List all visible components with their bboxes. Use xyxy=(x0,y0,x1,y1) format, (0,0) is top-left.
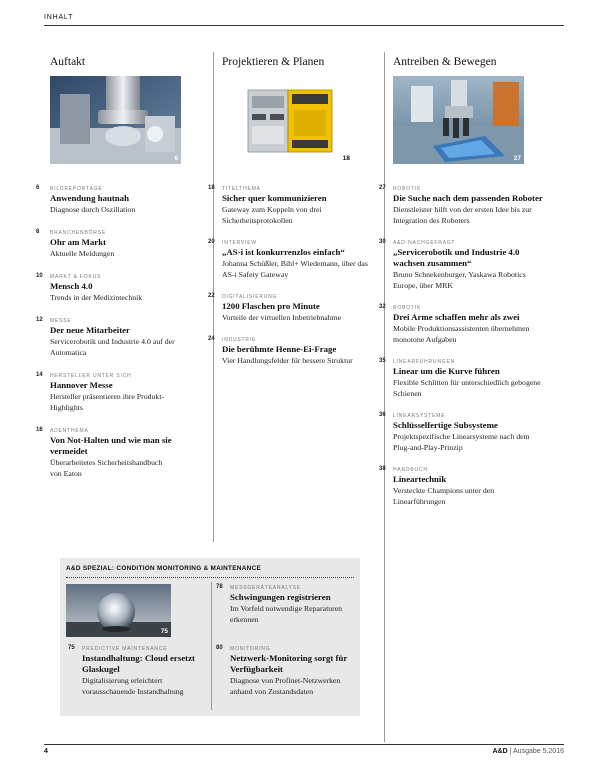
robot-photo-graphic xyxy=(393,76,524,164)
toc-entry[interactable] xyxy=(36,229,212,259)
entry-description: Diagnose durch Oszillation xyxy=(50,205,136,214)
entry-title: Von Not-Halten und wie man sie vermeidet xyxy=(50,435,172,456)
entry-page-number: 36 xyxy=(379,412,386,418)
entry-rubric: ROBOTIK xyxy=(393,305,422,311)
toc-entry[interactable] xyxy=(68,645,210,697)
header-rule xyxy=(44,25,564,26)
entry-description: Im Vorfeld notwendige Reparaturen erkennen xyxy=(230,604,343,624)
entry-description: Vier Handlungsfelder für bessere Struktur xyxy=(222,356,353,365)
toc-entry[interactable] xyxy=(379,412,543,453)
entry-page-number: 30 xyxy=(379,239,386,245)
entry-rubric: A&D-NACHGEFRAGT xyxy=(393,240,456,246)
toc-entry[interactable] xyxy=(216,645,358,697)
crystal-ball-photo[interactable] xyxy=(66,584,171,637)
gateway-photo-graphic xyxy=(222,76,353,164)
entry-page-number: 8 xyxy=(36,229,40,235)
entry-title: Netzwerk-Monitoring sorgt für Verfügbarkeit xyxy=(230,653,348,674)
entry-title: Schwingungen registrieren xyxy=(230,592,331,602)
entry-title: „AS-i ist konkurrenzlos einfach“ xyxy=(222,247,345,257)
entry-page-number: 24 xyxy=(208,336,215,342)
entry-title: Hannover Messe xyxy=(50,380,113,390)
entry-title: Die Suche nach dem passenden Roboter xyxy=(393,193,543,203)
entry-description: Diagnose von Profinet-Netzwerken anhand von Zustandsdaten xyxy=(230,676,341,696)
toc-entry[interactable] xyxy=(379,466,533,507)
entry-title: Linear um die Kurve führen xyxy=(393,366,500,376)
entry-rubric: PREDICTIVE MAINTENANCE xyxy=(82,646,168,652)
toc-entry[interactable] xyxy=(36,317,200,358)
entry-description: Flexible Schlitten für unterschiedlich gebogene Schienen xyxy=(393,378,541,398)
toc-entry[interactable] xyxy=(208,336,372,366)
toc-entry[interactable] xyxy=(36,273,212,303)
entry-title: Ohr am Markt xyxy=(50,237,107,247)
machine-photo[interactable] xyxy=(50,76,181,164)
column-title: Auftakt xyxy=(50,56,86,68)
spezial-heading: A&D SPEZIAL: CONDITION MONITORING & MAINTENANCE xyxy=(66,565,262,572)
magazine-issue xyxy=(493,748,565,755)
column-divider xyxy=(384,52,385,742)
column-antreiben xyxy=(379,56,555,520)
entry-rubric: MESSE xyxy=(50,318,72,324)
entry-description: Trends in der Medizintechnik xyxy=(50,293,143,302)
entry-page-number: 6 xyxy=(36,185,40,191)
column-auftakt xyxy=(36,56,212,492)
magazine-issue-text: | Ausgabe 5.2016 xyxy=(509,748,564,755)
spezial-rule xyxy=(66,577,354,578)
entry-page-number: 38 xyxy=(379,466,386,472)
entry-rubric: LINEARFÜHRUNGEN xyxy=(393,359,456,365)
image-page-number: 75 xyxy=(160,628,168,635)
entry-rubric: MONITORING xyxy=(230,646,271,652)
entry-description: Digitalisierung erleichtert vorausschauende Instandhaltung xyxy=(82,676,184,696)
toc-entry[interactable] xyxy=(36,427,175,479)
entry-rubric: HANDBUCH xyxy=(393,467,428,473)
toc-entry[interactable] xyxy=(379,358,548,399)
entry-rubric: DIGITALISIERUNG xyxy=(222,294,278,300)
entry-page-number: 10 xyxy=(36,273,43,279)
image-page-number: 27 xyxy=(513,155,521,162)
gateway-photo[interactable] xyxy=(222,76,353,164)
entry-title: Instandhaltung: Cloud ersetzt Glaskugel xyxy=(82,653,195,674)
section-label: INHALT xyxy=(44,14,74,21)
entry-description: Hersteller präsentieren ihre Produkt-Highlights xyxy=(50,392,165,412)
entry-title: Drei Arme schaffen mehr als zwei xyxy=(393,312,520,322)
entry-description: Vorteile der virtuellen Inbetriebnahme xyxy=(222,313,342,322)
toc-entry[interactable] xyxy=(208,239,372,280)
crystal-ball-graphic xyxy=(66,584,171,637)
footer-rule xyxy=(44,744,564,745)
column-title: Projektieren & Planen xyxy=(222,56,325,68)
entry-title: Schlüsselfertige Subsysteme xyxy=(393,420,498,430)
toc-entry[interactable] xyxy=(208,185,372,226)
column-title: Antreiben & Bewegen xyxy=(393,56,497,68)
entry-title: Lineartechnik xyxy=(393,474,447,484)
page-number: 4 xyxy=(44,748,48,755)
entry-rubric: LINEARSYSTEME xyxy=(393,413,446,419)
entry-page-number: 12 xyxy=(36,317,43,323)
entry-description: Aktuelle Meldungen xyxy=(50,249,115,258)
entry-page-number: 22 xyxy=(208,293,215,299)
entry-rubric: ROBOTIK xyxy=(393,186,422,192)
toc-entry[interactable] xyxy=(216,584,358,625)
toc-entry[interactable] xyxy=(379,304,533,345)
entry-page-number: 27 xyxy=(379,185,386,191)
entry-rubric: BILDREPORTAGE xyxy=(50,186,103,192)
spezial-divider xyxy=(211,582,212,710)
entry-description: Bruno Schnekenburger, Yaskawa Robotics Europe, über MRK xyxy=(393,270,526,290)
toc-entry[interactable] xyxy=(208,293,362,323)
entry-description: Dienstleister hilft von der ersten Idee bis zur Integration des Roboters xyxy=(393,205,532,225)
entry-page-number: 20 xyxy=(208,239,215,245)
toc-entry[interactable] xyxy=(379,239,543,291)
page-header xyxy=(44,14,564,21)
entry-rubric: BRANCHENBÖRSE xyxy=(50,230,106,236)
entry-title: Der neue Mitarbeiter xyxy=(50,325,130,335)
entry-title: Sicher quer kommunizieren xyxy=(222,193,327,203)
entry-rubric: ADENTHEMA xyxy=(50,428,89,434)
entry-page-number: 78 xyxy=(216,584,223,590)
entry-page-number: 80 xyxy=(216,645,223,651)
image-page-number: 6 xyxy=(174,155,178,162)
entry-description: Überarbeitetes Sicherheitshandbuch von Eaton xyxy=(50,458,163,478)
entry-rubric: MESSGERÄTEANALYSE xyxy=(230,585,302,591)
entry-description: Versteckte Champions unter den Linearführungen xyxy=(393,486,495,506)
entry-rubric: TITELTHEMA xyxy=(222,186,261,192)
entry-description: Gateway zum Koppeln von drei Sicherheitsprotokollen xyxy=(222,205,322,225)
entry-page-number: 14 xyxy=(36,372,43,378)
toc-entry[interactable] xyxy=(36,372,180,413)
entry-page-number: 18 xyxy=(208,185,215,191)
entry-rubric: HERSTELLER UNTER SICH xyxy=(50,373,132,379)
entry-rubric: MARKT & FOKUS xyxy=(50,274,102,280)
entry-page-number: 75 xyxy=(68,645,75,651)
entry-title: Anwendung hautnah xyxy=(50,193,129,203)
entry-title: Die berühmte Henne-Ei-Frage xyxy=(222,344,337,354)
spezial-box xyxy=(60,558,360,716)
entry-page-number: 32 xyxy=(379,304,386,310)
toc-entry[interactable] xyxy=(36,185,212,215)
entry-title: Mensch 4.0 xyxy=(50,281,93,291)
page-footer xyxy=(44,744,564,758)
entry-description: Mobile Produktionsassistenten übernehmen monotone Aufgaben xyxy=(393,324,530,344)
image-page-number: 18 xyxy=(342,155,350,162)
entry-description: Servicerobotik und Industrie 4.0 auf der Automatica xyxy=(50,337,175,357)
entry-rubric: INDUSTRIE xyxy=(222,337,257,343)
entry-rubric: INTERVIEW xyxy=(222,240,257,246)
entry-title: 1200 Flaschen pro Minute xyxy=(222,301,320,311)
machine-photo-graphic xyxy=(50,76,181,164)
entry-description: Projektspezifische Linearsysteme nach dem Plug-and-Play-Prinzip xyxy=(393,432,530,452)
toc-entry[interactable] xyxy=(379,185,543,226)
entry-page-number: 16 xyxy=(36,427,43,433)
magazine-brand: A&D xyxy=(492,748,508,755)
entry-page-number: 35 xyxy=(379,358,386,364)
entry-description: Johanna Schüßler, Bihl+ Wiedemann, über das AS-i Safety Gateway xyxy=(222,259,368,279)
robot-photo[interactable] xyxy=(393,76,524,164)
entry-title: „Servicerobotik und Industrie 4.0 wachsen zusammen“ xyxy=(393,247,520,268)
column-projektieren xyxy=(208,56,384,379)
